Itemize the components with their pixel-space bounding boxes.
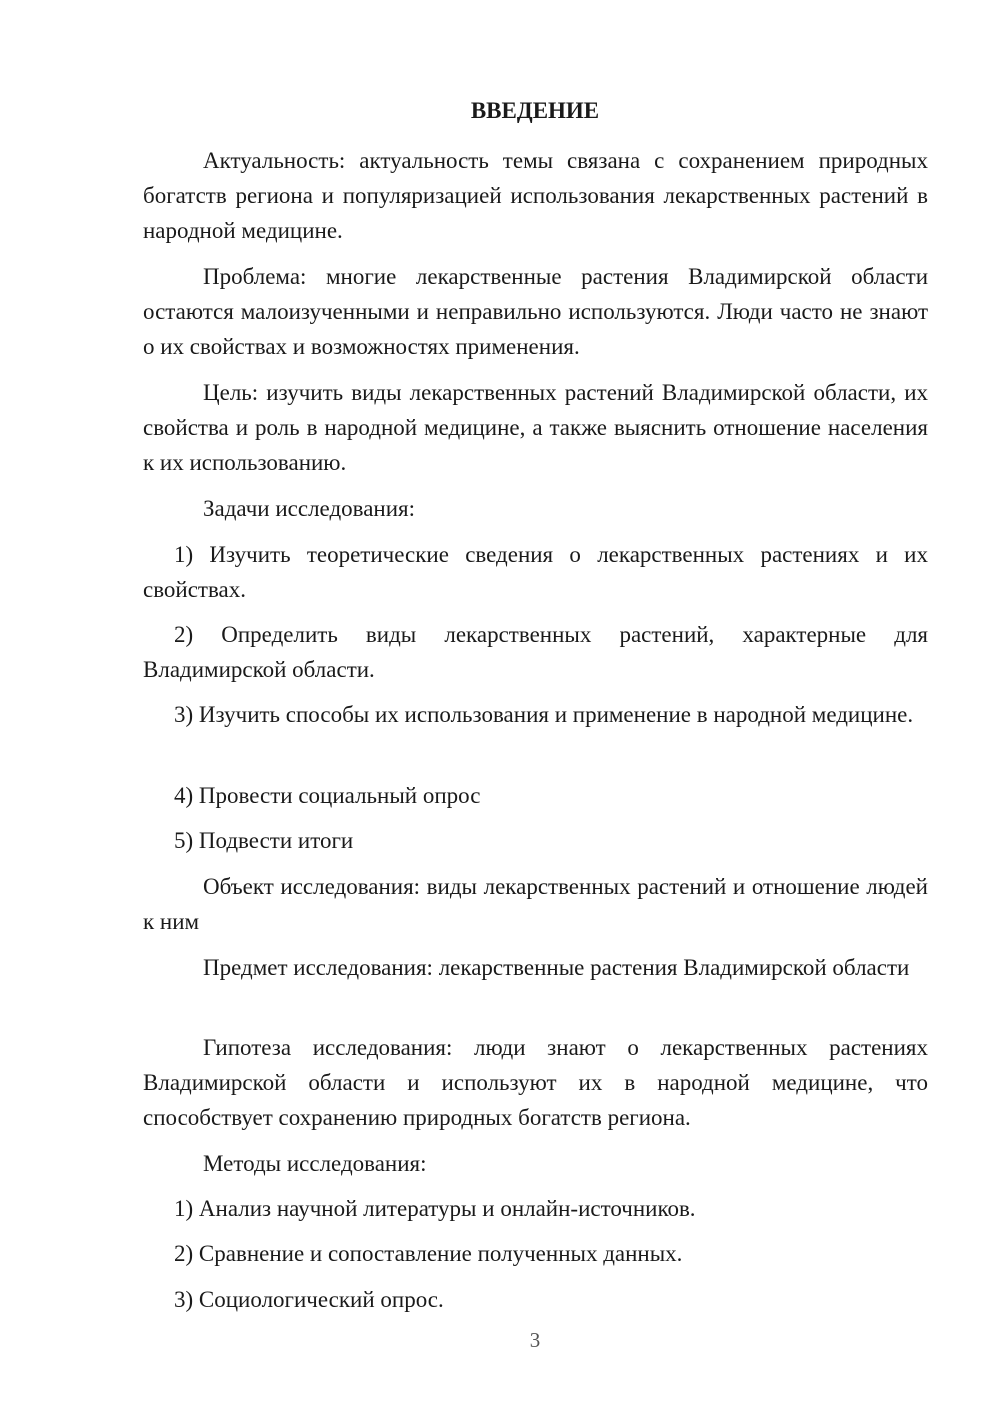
paragraph-relevance [143, 143, 928, 248]
paragraph-text: Задачи исследования: [203, 496, 416, 521]
list-item-method-1 [143, 1191, 928, 1226]
paragraph-text: Гипотеза исследования: люди знают о лекарственных растениях Владимирской области и используют их в народной медицине, что способствует сохранению природных богатств региона. [143, 1035, 928, 1130]
paragraph-text: Актуальность: актуальность темы связана с сохранением природных богатств региона и популяризацией использования лекарственных растений в народной медицине. [143, 148, 928, 243]
paragraph-text: Проблема: многие лекарственные растения Владимирской области остаются малоизученными и неправильно используются. Люди часто не знают о их свойствах и возможностях применения. [143, 264, 928, 359]
paragraph-text: Объект исследования: виды лекарственных растений и отношение людей к ним [143, 874, 928, 934]
paragraph-text: Предмет исследования: лекарственные растения Владимирской области [203, 955, 910, 980]
list-item-text: 2) Сравнение и сопоставление полученных данных. [174, 1241, 683, 1266]
paragraph-methods-heading [143, 1146, 928, 1181]
page-title: ВВЕДЕНИЕ [470, 98, 600, 123]
list-item-text: 5) Подвести итоги [174, 828, 354, 853]
paragraph-subject [143, 950, 928, 985]
paragraph-text: Цель: изучить виды лекарственных растений Владимирской области, их свойства и роль в народной медицине, а также выяснить отношение населения к их использованию. [143, 380, 928, 475]
list-item-text: 1) Изучить теоретические сведения о лекарственных растениях и их свойствах. [143, 542, 928, 602]
list-item-task-5 [143, 823, 928, 858]
list-item-text: 2) Определить виды лекарственных растений, характерные для Владимирской области. [143, 622, 928, 682]
list-item-task-2 [143, 617, 928, 687]
list-item-task-4 [143, 778, 928, 813]
paragraph-hypothesis [143, 1030, 928, 1135]
list-item-method-3 [143, 1282, 928, 1317]
paragraph-object [143, 869, 928, 939]
list-item-text: 3) Социологический опрос. [174, 1287, 444, 1312]
list-item-task-1 [143, 537, 928, 607]
list-item-text: 4) Провести социальный опрос [174, 783, 481, 808]
paragraph-tasks-heading [143, 491, 928, 526]
paragraph-text: Методы исследования: [203, 1151, 427, 1176]
list-item-method-2 [143, 1236, 928, 1271]
paragraph-problem [143, 259, 928, 364]
list-item-text: 3) Изучить способы их использования и применение в народной медицине. [174, 702, 914, 727]
list-item-task-3 [143, 697, 928, 732]
page-number: 3 [529, 1328, 541, 1352]
list-item-text: 1) Анализ научной литературы и онлайн-источников. [174, 1196, 696, 1221]
paragraph-goal [143, 375, 928, 480]
